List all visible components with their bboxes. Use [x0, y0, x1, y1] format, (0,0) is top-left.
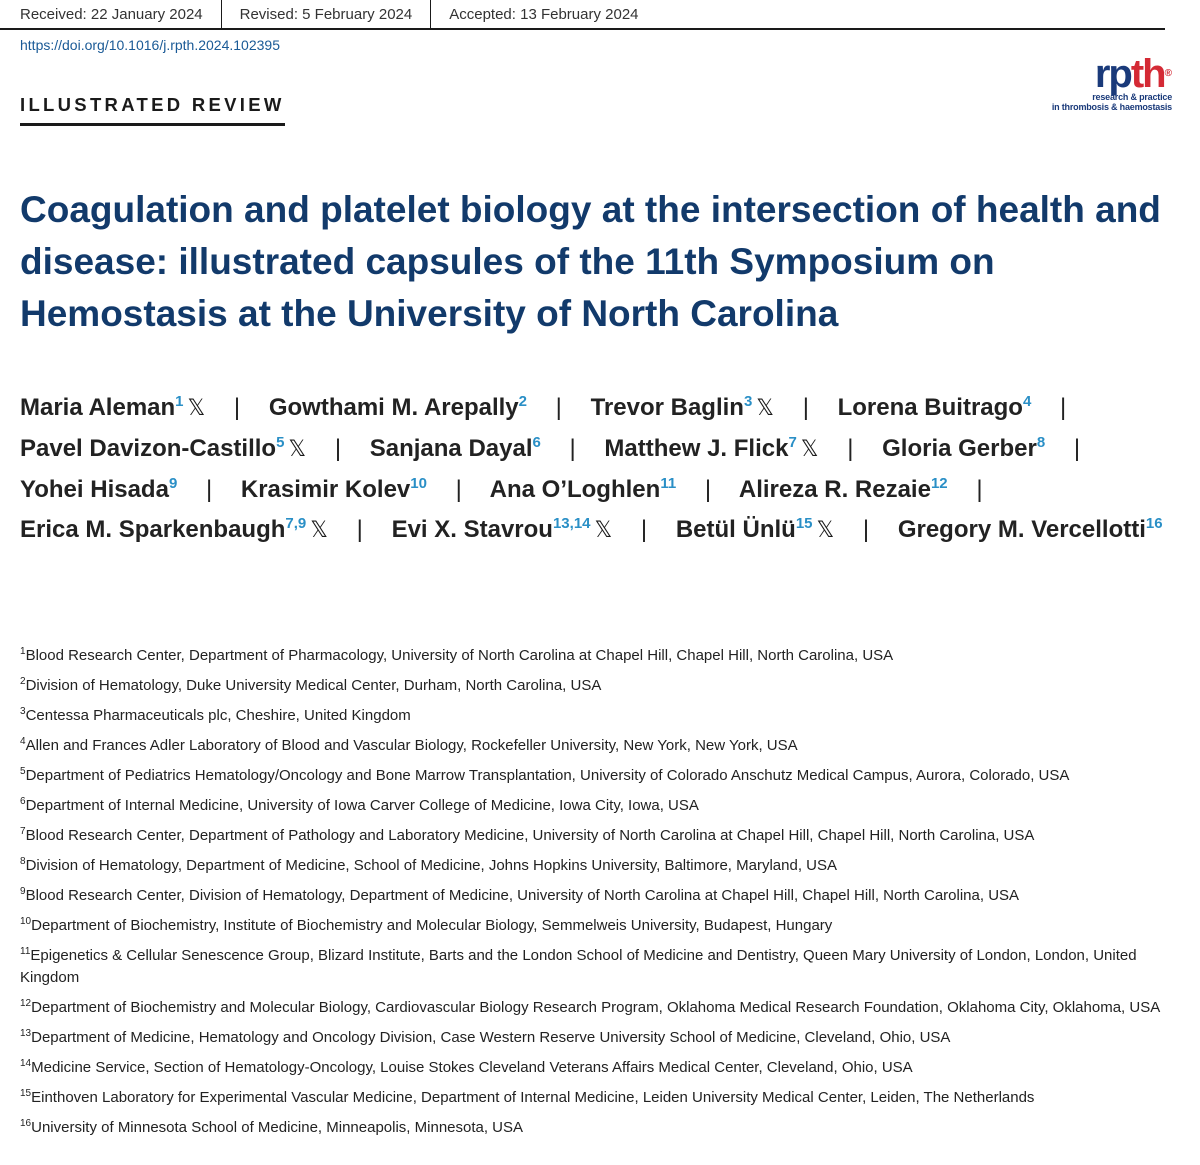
affiliation-number: 3: [20, 706, 26, 717]
author-separator: |: [455, 476, 462, 503]
author-name-text: Betül Ünlü: [675, 516, 796, 543]
affiliation-number: 9: [20, 886, 26, 897]
affiliation-superscript[interactable]: 13,14: [552, 515, 591, 532]
affiliation-number: 16: [20, 1118, 32, 1129]
author-name[interactable]: [20, 394, 205, 421]
affiliation-superscript[interactable]: 15: [795, 515, 813, 532]
author-name[interactable]: [370, 435, 541, 462]
accepted-date: Accepted: 13 February 2024: [449, 5, 639, 23]
affiliation-number: 11: [20, 946, 31, 957]
affiliation-superscript[interactable]: 2: [518, 393, 527, 410]
author-separator: |: [356, 516, 363, 543]
logo-mark-main: rp: [1094, 52, 1131, 96]
author-separator: |: [205, 476, 213, 503]
affiliation-item: [20, 855, 1170, 877]
x-social-icon[interactable]: 𝕏: [187, 396, 206, 421]
author-name-text: Lorena Buitrago: [837, 394, 1023, 421]
logo-mark-accent: th: [1130, 52, 1165, 96]
author-separator: |: [1073, 435, 1081, 462]
affiliation-list: [20, 645, 1170, 1147]
affiliation-item: [20, 645, 1170, 667]
affiliation-superscript[interactable]: 3: [743, 393, 753, 410]
author-name[interactable]: [269, 394, 527, 421]
author-name[interactable]: [898, 516, 1163, 543]
affiliation-text: Blood Research Center, Department of Pharmacology, University of North Carolina at Chapel Hill, Chapel Hill, North Carolina, USA: [25, 647, 894, 664]
affiliation-item: [20, 795, 1170, 817]
affiliation-item: [20, 1117, 1170, 1139]
author-separator: |: [1059, 394, 1067, 421]
affiliation-item: [20, 1057, 1170, 1079]
affiliation-superscript[interactable]: 12: [930, 475, 948, 492]
affiliation-number: 2: [20, 676, 26, 687]
affiliation-item: [20, 675, 1170, 697]
doi-link[interactable]: https://doi.org/10.1016/j.rpth.2024.102395: [20, 37, 280, 53]
dates-bar: [0, 0, 1165, 30]
affiliation-text: Department of Biochemistry and Molecular Biology, Cardiovascular Biology Research Program, Oklahoma Medical Research Foundation, Oklahoma City, Oklahoma, USA: [31, 999, 1161, 1016]
affiliation-number: 6: [20, 796, 26, 807]
x-social-icon[interactable]: 𝕏: [800, 437, 819, 462]
affiliation-text: Blood Research Center, Division of Hematology, Department of Medicine, University of North Carolina at Chapel Hill, Chapel Hill, North Carolina, USA: [25, 887, 1020, 904]
journal-logo: [1022, 52, 1172, 112]
affiliation-number: 5: [20, 766, 26, 777]
affiliation-item: [20, 705, 1170, 727]
author-separator: |: [569, 435, 576, 462]
affiliation-superscript[interactable]: 4: [1022, 393, 1032, 410]
author-name-text: Gowthami M. Arepally: [268, 394, 519, 421]
article-title: Coagulation and platelet biology at the intersection of health and disease: illustrated capsules of the 11th Symposium on Hemostasis at the University of North Carolina: [20, 189, 1161, 334]
affiliation-superscript[interactable]: 8: [1036, 434, 1046, 451]
author-name-text: Erica M. Sparkenbaugh: [20, 516, 286, 543]
author-list: [20, 388, 1180, 551]
author-name-text: Ana O’Loghlen: [489, 476, 661, 503]
author-name-text: Matthew J. Flick: [604, 435, 789, 462]
author-name[interactable]: [882, 435, 1045, 462]
affiliation-item: [20, 915, 1170, 937]
affiliation-superscript[interactable]: 7: [788, 434, 797, 451]
author-separator: |: [233, 394, 241, 421]
affiliation-superscript[interactable]: 5: [276, 434, 285, 451]
author-separator: |: [555, 394, 562, 421]
x-social-icon[interactable]: 𝕏: [816, 518, 835, 543]
author-name[interactable]: [490, 476, 677, 503]
affiliation-number: 4: [20, 736, 26, 747]
author-name-text: Sanjana Dayal: [369, 435, 533, 462]
author-name[interactable]: [392, 516, 613, 543]
logo-subtitle-2: in thrombosis & haemostasis: [1051, 102, 1172, 112]
affiliation-text: Epigenetics & Cellular Senescence Group, Blizard Institute, Barts and the London School of Medicine and Dentistry, Queen Mary University of London, London, United Kingdom: [20, 947, 1137, 986]
affiliation-superscript[interactable]: 16: [1145, 515, 1163, 532]
affiliation-number: 1: [20, 646, 26, 657]
author-name[interactable]: [838, 394, 1032, 421]
affiliation-item: [20, 997, 1170, 1019]
author-name-text: Trevor Baglin: [590, 394, 744, 421]
author-separator: |: [334, 435, 342, 462]
logo-mark: [1022, 52, 1172, 96]
affiliation-item: [20, 945, 1170, 989]
author-separator: |: [847, 435, 854, 462]
affiliation-text: Division of Hematology, Department of Medicine, School of Medicine, Johns Hopkins University, Baltimore, Maryland, USA: [25, 857, 838, 874]
affiliation-text: Department of Biochemistry, Institute of Biochemistry and Molecular Biology, Semmelweis University, Budapest, Hungary: [31, 917, 833, 934]
affiliation-number: 10: [20, 916, 32, 927]
author-name-text: Krasimir Kolev: [240, 476, 411, 503]
author-name-text: Gregory M. Vercellotti: [897, 516, 1146, 543]
author-name[interactable]: [676, 516, 834, 543]
affiliation-text: Department of Medicine, Hematology and Oncology Division, Case Western Reserve University School of Medicine, Cleveland, Ohio, USA: [31, 1029, 951, 1046]
affiliation-text: Department of Internal Medicine, University of Iowa Carver College of Medicine, Iowa City, Iowa, USA: [25, 797, 699, 814]
author-name-text: Gloria Gerber: [882, 435, 1037, 462]
author-name-text: Maria Aleman: [20, 394, 176, 421]
author-separator: |: [976, 476, 983, 503]
affiliation-number: 12: [20, 998, 32, 1009]
affiliation-item: [20, 885, 1170, 907]
affiliation-item: [20, 735, 1170, 757]
x-social-icon[interactable]: 𝕏: [288, 437, 307, 462]
affiliation-superscript[interactable]: 6: [532, 434, 541, 451]
affiliation-item: [20, 825, 1170, 847]
logo-subtitle-1: research & practice: [1092, 92, 1172, 102]
author-separator: |: [640, 516, 648, 543]
affiliation-text: University of Minnesota School of Medicine, Minneapolis, Minnesota, USA: [31, 1119, 524, 1136]
affiliation-text: Allen and Frances Adler Laboratory of Blood and Vascular Biology, Rockefeller University, New York, New York, USA: [25, 737, 798, 754]
section-label: ILLUSTRATED REVIEW: [20, 94, 285, 126]
affiliation-superscript[interactable]: 11: [660, 475, 677, 492]
author-name[interactable]: [20, 516, 328, 543]
affiliation-superscript[interactable]: 7,9: [285, 515, 307, 532]
logo-registered: ®: [1164, 68, 1172, 79]
author-name[interactable]: [20, 435, 306, 462]
affiliation-number: 14: [20, 1058, 32, 1069]
author-name-text: Yohei Hisada: [20, 476, 169, 503]
affiliation-item: [20, 1087, 1170, 1109]
x-social-icon[interactable]: 𝕏: [310, 518, 328, 543]
affiliation-text: Medicine Service, Section of Hematology-Oncology, Louise Stokes Cleveland Veterans Affairs Medical Center, Cleveland, Ohio, USA: [31, 1059, 913, 1076]
affiliation-number: 8: [20, 856, 26, 867]
x-social-icon[interactable]: 𝕏: [756, 396, 775, 421]
affiliation-text: Centessa Pharmaceuticals plc, Cheshire, United Kingdom: [25, 707, 411, 724]
received-date: Received: 22 January 2024: [0, 0, 222, 28]
revised-date: Revised: 5 February 2024: [222, 0, 432, 28]
affiliation-number: 7: [20, 826, 26, 837]
affiliation-text: Einthoven Laboratory for Experimental Vascular Medicine, Department of Internal Medicine, Leiden University Medical Center, Leiden, The Netherlands: [31, 1089, 1035, 1106]
affiliation-superscript[interactable]: 1: [175, 393, 184, 410]
author-separator: |: [862, 516, 870, 543]
author-name[interactable]: [591, 394, 774, 421]
author-separator: |: [704, 476, 712, 503]
author-separator: |: [802, 394, 809, 421]
affiliation-text: Blood Research Center, Department of Pathology and Laboratory Medicine, University of North Carolina at Chapel Hill, Chapel Hill, North Carolina, USA: [25, 827, 1035, 844]
affiliation-number: 15: [20, 1088, 32, 1099]
affiliation-number: 13: [20, 1028, 32, 1039]
author-name[interactable]: [739, 476, 948, 503]
affiliation-item: [20, 765, 1170, 787]
author-name[interactable]: [604, 435, 818, 462]
affiliation-superscript[interactable]: 9: [168, 475, 178, 492]
author-name-text: Evi X. Stavrou: [391, 516, 553, 543]
author-name[interactable]: [241, 476, 427, 503]
author-name-text: Alireza R. Rezaie: [738, 476, 931, 503]
affiliation-item: [20, 1027, 1170, 1049]
affiliation-text: Department of Pediatrics Hematology/Oncology and Bone Marrow Transplantation, University of Colorado Anschutz Medical Campus, Aurora, Colorado, USA: [25, 767, 1070, 784]
affiliation-superscript[interactable]: 10: [410, 475, 427, 492]
affiliation-text: Division of Hematology, Duke University Medical Center, Durham, North Carolina, USA: [25, 677, 602, 694]
x-social-icon[interactable]: 𝕏: [594, 518, 613, 543]
author-name[interactable]: [20, 476, 177, 503]
author-name-text: Pavel Davizon-Castillo: [20, 435, 277, 462]
